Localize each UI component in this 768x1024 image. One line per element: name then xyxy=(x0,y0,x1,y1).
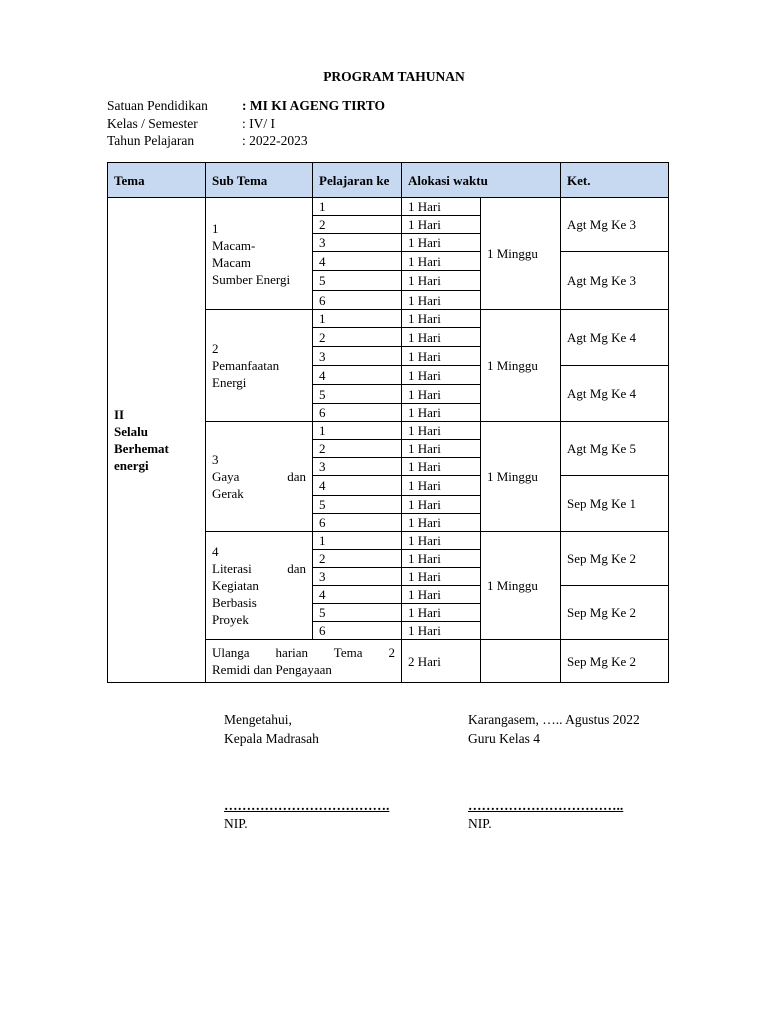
pelajaran-cell: 1 xyxy=(313,198,402,216)
pelajaran-cell: 3 xyxy=(313,347,402,366)
info-row-tahun xyxy=(107,132,385,150)
ulangan-cell xyxy=(206,640,402,683)
hari-cell: 1 Hari xyxy=(402,568,481,586)
hari-cell: 1 Hari xyxy=(402,422,481,440)
hari-cell: 1 Hari xyxy=(402,476,481,496)
table-row xyxy=(108,198,669,216)
hari-cell: 1 Hari xyxy=(402,347,481,366)
hari-cell: 1 Hari xyxy=(402,234,481,252)
header-pelajaran: Pelajaran ke xyxy=(313,163,402,198)
hari-cell: 1 Hari xyxy=(402,622,481,640)
header-tema: Tema xyxy=(108,163,206,198)
sub-tema-cell xyxy=(206,422,313,532)
pelajaran-cell: 2 xyxy=(313,550,402,568)
sub-tema-line: Berbasis xyxy=(212,595,257,610)
hari-cell: 1 Hari xyxy=(402,328,481,347)
tema-line: II xyxy=(114,407,125,422)
ket-cell: Sep Mg Ke 2 xyxy=(561,532,669,586)
sub-tema-line: Macam xyxy=(212,254,251,270)
info-row-satuan xyxy=(107,97,385,115)
hari-cell: 1 Hari xyxy=(402,514,481,532)
pelajaran-cell: 5 xyxy=(313,604,402,622)
pelajaran-cell: 2 xyxy=(313,328,402,347)
sub-tema-line: Pemanfaatan xyxy=(212,358,280,373)
pelajaran-cell: 6 xyxy=(313,404,402,422)
table-body xyxy=(108,198,669,683)
header-sub-tema: Sub Tema xyxy=(206,163,313,198)
sub-tema-line: Kegiatan xyxy=(212,578,259,593)
info-value: : MI KI AGENG TIRTO xyxy=(242,98,386,113)
sub-tema-line: Gerak xyxy=(212,486,244,501)
pelajaran-cell: 2 xyxy=(313,440,402,458)
info-value: : 2022-2023 xyxy=(242,133,308,148)
signature-left xyxy=(224,710,319,748)
info-label: Satuan Pendidikan xyxy=(107,98,208,113)
hari-cell: 1 Hari xyxy=(402,550,481,568)
minggu-cell: 1 Minggu xyxy=(481,198,561,310)
final-alokasi-cell: 2 Hari xyxy=(402,640,481,683)
pelajaran-cell: 4 xyxy=(313,476,402,496)
page-title: PROGRAM TAHUNAN xyxy=(323,69,465,84)
hari-cell: 1 Hari xyxy=(402,586,481,604)
tema-line: Selalu xyxy=(114,424,148,439)
hari-cell: 1 Hari xyxy=(402,366,481,385)
pelajaran-cell: 3 xyxy=(313,568,402,586)
sub-tema-line: Energi xyxy=(212,375,247,390)
pelajaran-cell: 5 xyxy=(313,496,402,514)
pelajaran-cell: 4 xyxy=(313,252,402,271)
pelajaran-cell: 3 xyxy=(313,234,402,252)
signature-right xyxy=(468,710,640,748)
info-value: : IV/ I xyxy=(242,115,275,131)
sub-tema-cell xyxy=(206,310,313,422)
signature-right-nip: NIP. xyxy=(468,816,492,831)
hari-cell: 1 Hari xyxy=(402,604,481,622)
pelajaran-cell: 4 xyxy=(313,586,402,604)
signature-right-line1: Karangasem, ….. Agustus 2022 xyxy=(468,712,640,727)
ket-cell: Sep Mg Ke 2 xyxy=(561,586,669,640)
tema-line: energi xyxy=(114,458,149,473)
hari-cell: 1 Hari xyxy=(402,385,481,404)
final-empty-cell xyxy=(481,640,561,683)
pelajaran-cell: 2 xyxy=(313,216,402,234)
signature-right-dots: …………………………….. xyxy=(468,798,624,813)
info-label: Tahun Pelajaran xyxy=(107,133,195,148)
pelajaran-cell: 1 xyxy=(313,310,402,328)
signature-left-line2: Kepala Madrasah xyxy=(224,731,319,746)
remidi-line: Remidi dan Pengayaan xyxy=(212,662,332,677)
header-info xyxy=(107,97,385,150)
sub-tema-cell xyxy=(206,532,313,640)
hari-cell: 1 Hari xyxy=(402,532,481,550)
pelajaran-cell: 6 xyxy=(313,514,402,532)
tema-line: Berhemat xyxy=(114,441,169,456)
header-alokasi: Alokasi waktu xyxy=(402,163,561,198)
header-ket: Ket. xyxy=(561,163,669,198)
hari-cell: 1 Hari xyxy=(402,458,481,476)
sub-tema-line: Proyek xyxy=(212,612,249,627)
ket-cell: Agt Mg Ke 3 xyxy=(561,252,669,310)
sub-tema-line: Gaya dan xyxy=(212,469,306,484)
tema-cell xyxy=(108,198,206,683)
minggu-cell: 1 Minggu xyxy=(481,422,561,532)
hari-cell: 1 Hari xyxy=(402,404,481,422)
sub-tema-line: Literasi dan xyxy=(212,561,306,576)
hari-cell: 1 Hari xyxy=(402,252,481,271)
info-label: Kelas / Semester xyxy=(107,115,198,131)
ket-cell: Agt Mg Ke 4 xyxy=(561,366,669,422)
hari-cell: 1 Hari xyxy=(402,496,481,514)
minggu-cell: 1 Minggu xyxy=(481,310,561,422)
info-row-kelas xyxy=(107,115,385,133)
pelajaran-cell: 1 xyxy=(313,532,402,550)
program-table xyxy=(107,162,669,683)
ulangan-line: Ulanga harian Tema 2 xyxy=(212,645,395,660)
ket-cell: Agt Mg Ke 5 xyxy=(561,422,669,476)
sub-tema-line: Macam- xyxy=(212,237,256,253)
ket-cell: Agt Mg Ke 3 xyxy=(561,198,669,252)
hari-cell: 1 Hari xyxy=(402,310,481,328)
hari-cell: 1 Hari xyxy=(402,440,481,458)
ket-cell: Agt Mg Ke 4 xyxy=(561,310,669,366)
pelajaran-cell: 6 xyxy=(313,622,402,640)
pelajaran-cell: 3 xyxy=(313,458,402,476)
hari-cell: 1 Hari xyxy=(402,271,481,291)
signature-left-nip: NIP. xyxy=(224,816,248,831)
sub-tema-line: 1 xyxy=(212,220,219,236)
ket-cell: Sep Mg Ke 1 xyxy=(561,476,669,532)
hari-cell: 1 Hari xyxy=(402,198,481,216)
hari-cell: 1 Hari xyxy=(402,291,481,310)
pelajaran-cell: 6 xyxy=(313,291,402,310)
signature-left-dots: ………………………………. xyxy=(224,798,390,813)
minggu-cell: 1 Minggu xyxy=(481,532,561,640)
pelajaran-cell: 4 xyxy=(313,366,402,385)
signature-right-line2: Guru Kelas 4 xyxy=(468,731,540,746)
pelajaran-cell: 5 xyxy=(313,271,402,291)
sub-tema-cell xyxy=(206,198,313,310)
pelajaran-cell: 5 xyxy=(313,385,402,404)
sub-tema-line: Sumber Energi xyxy=(212,271,291,287)
pelajaran-cell: 1 xyxy=(313,422,402,440)
sub-tema-line: 4 xyxy=(212,544,219,559)
sub-tema-line: 2 xyxy=(212,341,219,356)
sub-tema-line: 3 xyxy=(212,452,219,467)
signature-left-line1: Mengetahui, xyxy=(224,712,292,727)
final-ket-cell: Sep Mg Ke 2 xyxy=(561,640,669,683)
hari-cell: 1 Hari xyxy=(402,216,481,234)
table-header-row xyxy=(108,163,669,198)
